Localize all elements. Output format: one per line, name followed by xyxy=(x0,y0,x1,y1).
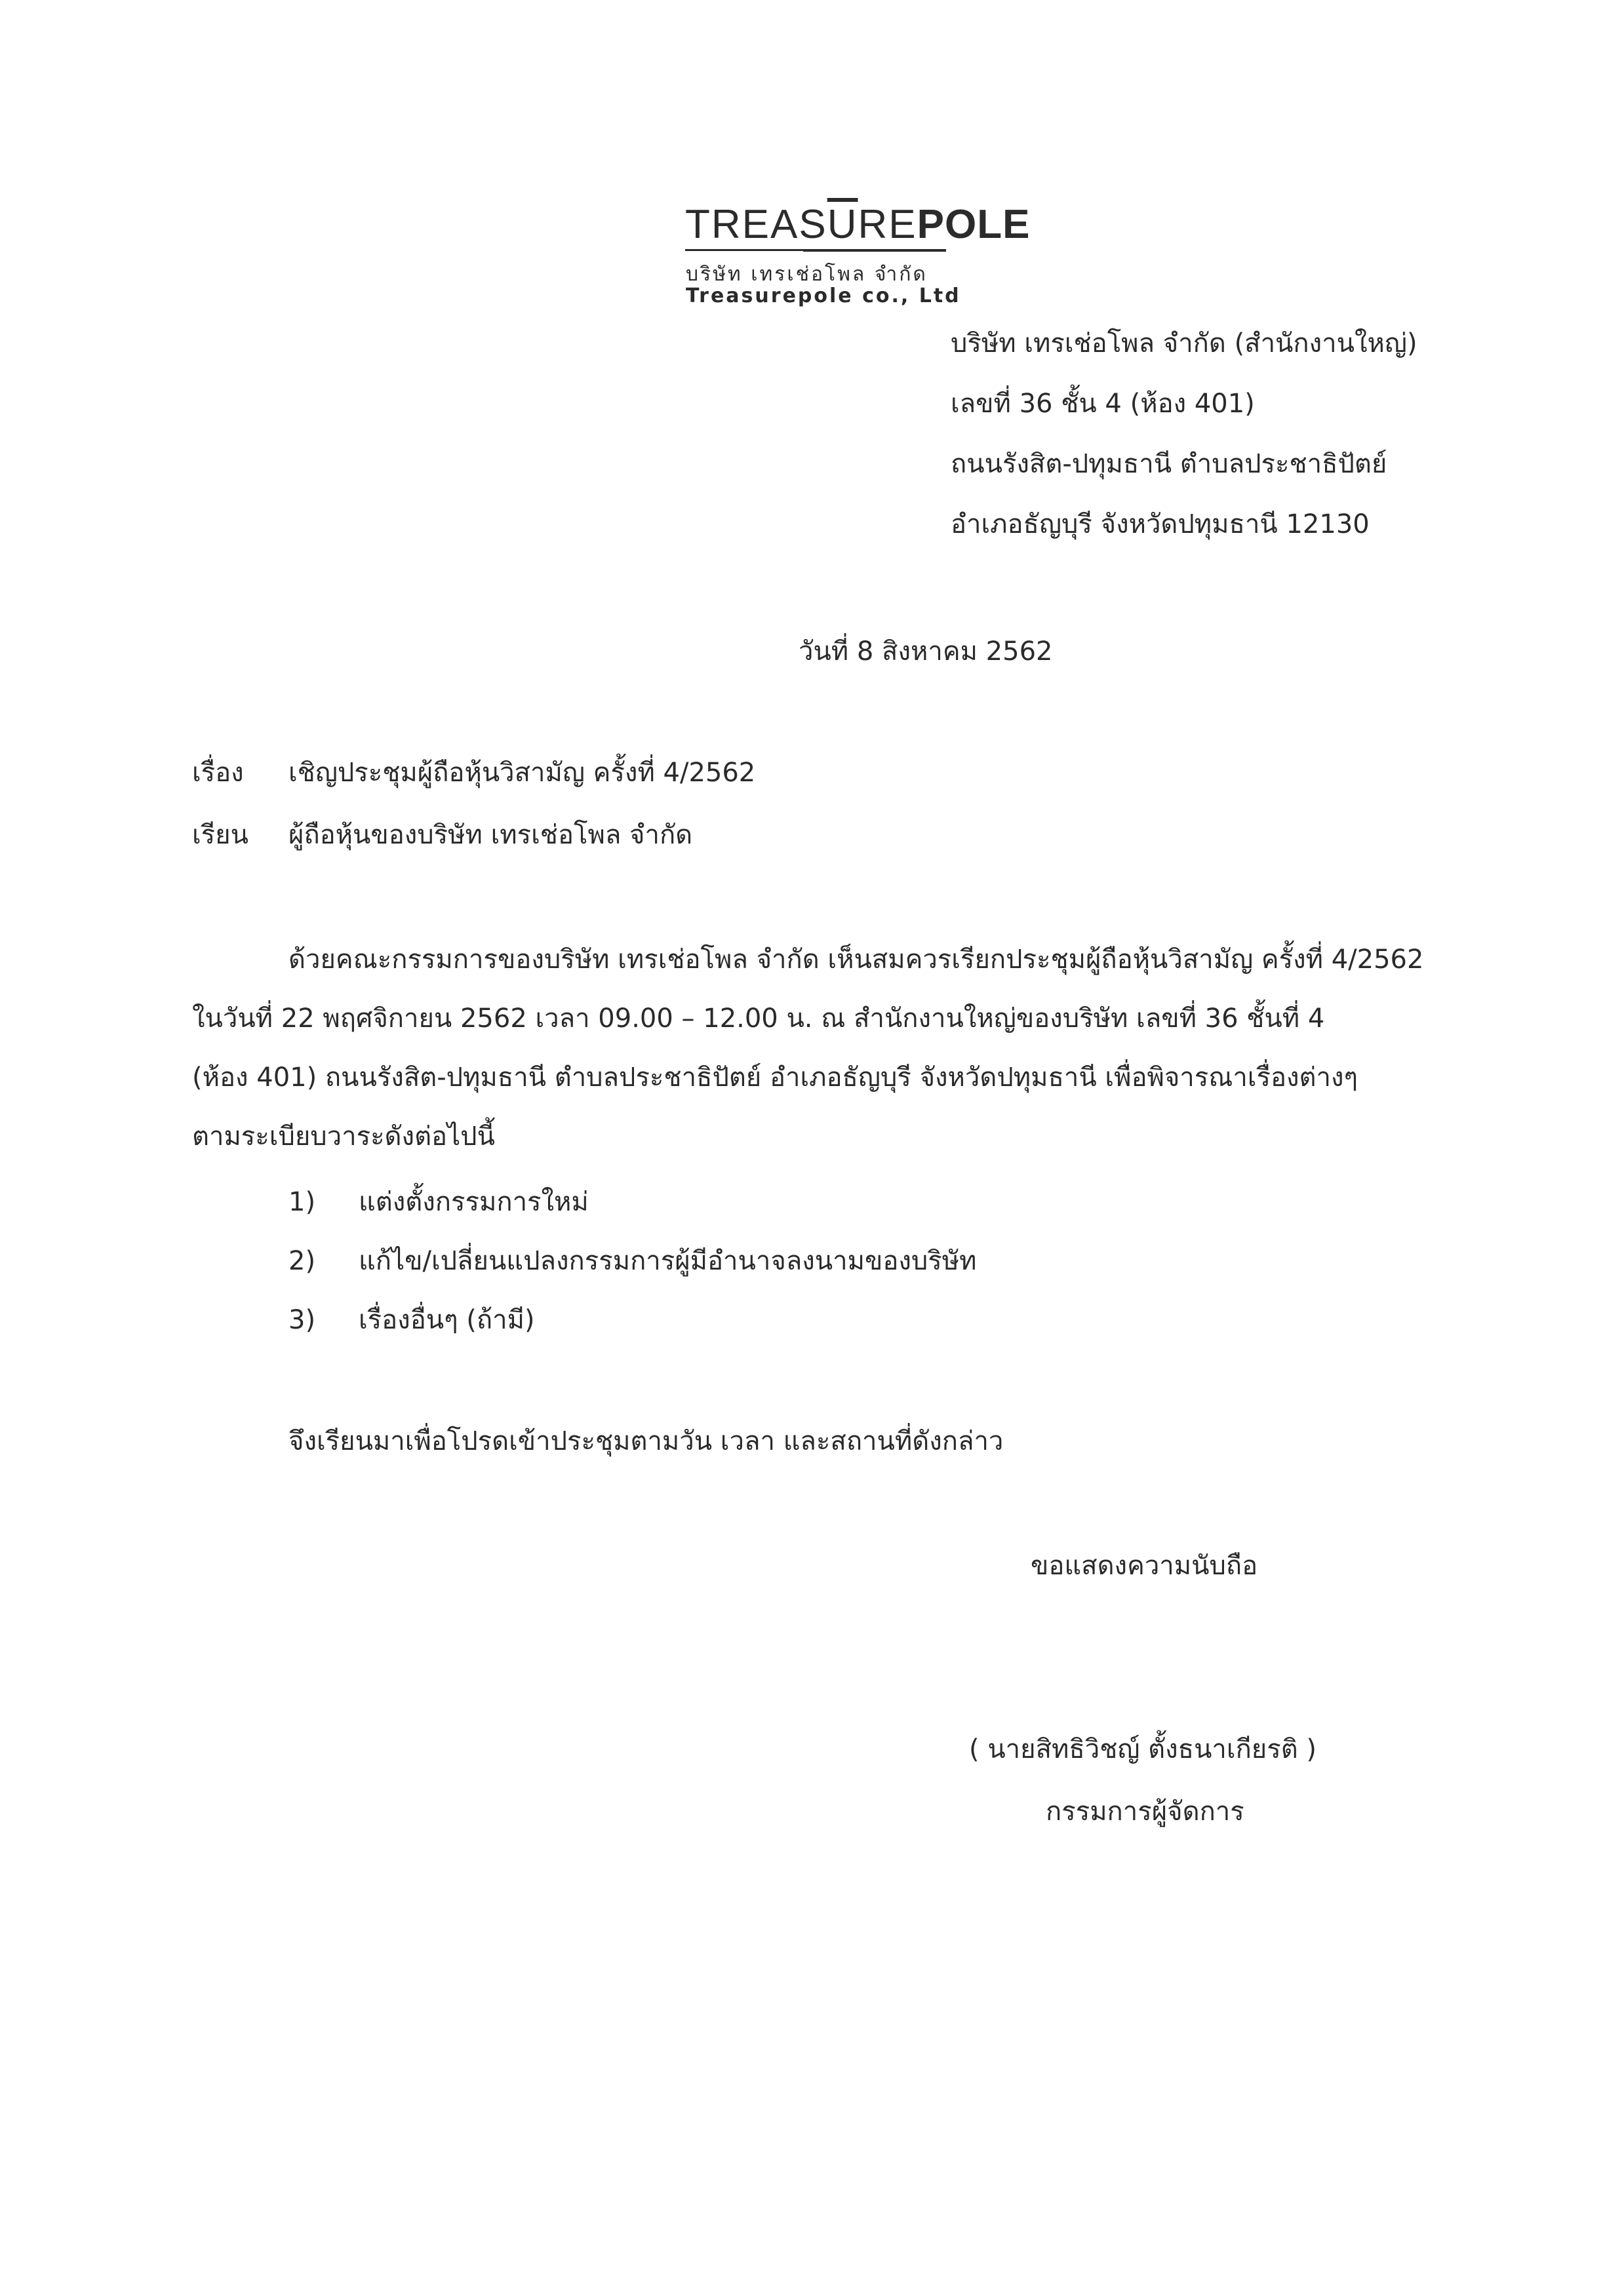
closing-sentence: จึงเรียนมาเพื่อโปรดเข้าประชุมตามวัน เวลา และสถานที่ดังกล่าว xyxy=(288,1426,1004,1456)
regards-text: ขอแสดงความนับถือ xyxy=(1031,1551,1258,1581)
address-line-3: ถนนรังสิต-ปทุมธานี ตำบลประชาธิปัตย์ xyxy=(951,449,1387,479)
logo-word-pole: POLE xyxy=(917,202,1031,247)
agenda-number: 1) xyxy=(288,1187,316,1217)
address-line-4: อำเภอธัญบุรี จังหวัดปทุมธานี 12130 xyxy=(951,509,1370,539)
logo-underline-left xyxy=(685,249,803,251)
logo-subtitle-english: Treasurepole co., Ltd xyxy=(686,284,961,307)
logo-word-u: $\overline{U}$ xyxy=(827,202,858,247)
logo-word-re: RE xyxy=(858,202,917,247)
logo-word-treas: TREAS xyxy=(685,202,827,247)
body-line-4: ตามระเบียบวาระดังต่อไปนี้ xyxy=(192,1121,495,1152)
signer-title: กรรมการผู้จัดการ xyxy=(1046,1797,1244,1827)
logo-underline-right xyxy=(803,249,946,252)
letter-date: วันที่ 8 สิงหาคม 2562 xyxy=(799,636,1053,667)
logo-subtitle-thai: บริษัท เทรเช่อโพล จำกัด xyxy=(686,263,928,286)
subject-text: เชิญประชุมผู้ถือหุ้นวิสามัญ ครั้งที่ 4/2562 xyxy=(288,758,756,788)
agenda-item: เรื่องอื่นๆ (ถ้ามี) xyxy=(359,1305,535,1335)
address-line-1: บริษัท เทรเช่อโพล จำกัด (สำนักงานใหญ่) xyxy=(951,328,1417,359)
signer-name: ( นายสิทธิวิชญ์ ตั้งธนาเกียรติ ) xyxy=(969,1734,1317,1764)
agenda-item: แก้ไข/เปลี่ยนแปลงกรรมการผู้มีอำนาจลงนามของบริษัท xyxy=(359,1246,977,1276)
agenda-number: 2) xyxy=(288,1246,316,1276)
address-line-2: เลขที่ 36 ชั้น 4 (ห้อง 401) xyxy=(951,389,1255,419)
logo-wordmark xyxy=(685,204,1030,245)
agenda-number: 3) xyxy=(288,1305,316,1335)
body-line-1: ด้วยคณะกรรมการของบริษัท เทรเช่อโพล จำกัด เห็นสมควรเรียกประชุมผู้ถือหุ้นวิสามัญ ครั้งที่ 4/2562 xyxy=(288,944,1424,975)
body-line-3: (ห้อง 401) ถนนรังสิต-ปทุมธานี ตำบลประชาธิปัตย์ อำเภอธัญบุรี จังหวัดปทุมธานี เพื่อพิจารณาเรื่องต่างๆ xyxy=(192,1062,1358,1093)
recipient-text: ผู้ถือหุ้นของบริษัท เทรเช่อโพล จำกัด xyxy=(288,820,693,850)
agenda-item: แต่งตั้งกรรมการใหม่ xyxy=(359,1187,589,1217)
subject-label: เรื่อง xyxy=(192,758,244,788)
recipient-label: เรียน xyxy=(192,820,248,850)
body-line-2: ในวันที่ 22 พฤศจิกายน 2562 เวลา 09.00 – 12.00 น. ณ สำนักงานใหญ่ของบริษัท เลขที่ 36 ชั้นที่ 4 xyxy=(192,1003,1325,1034)
